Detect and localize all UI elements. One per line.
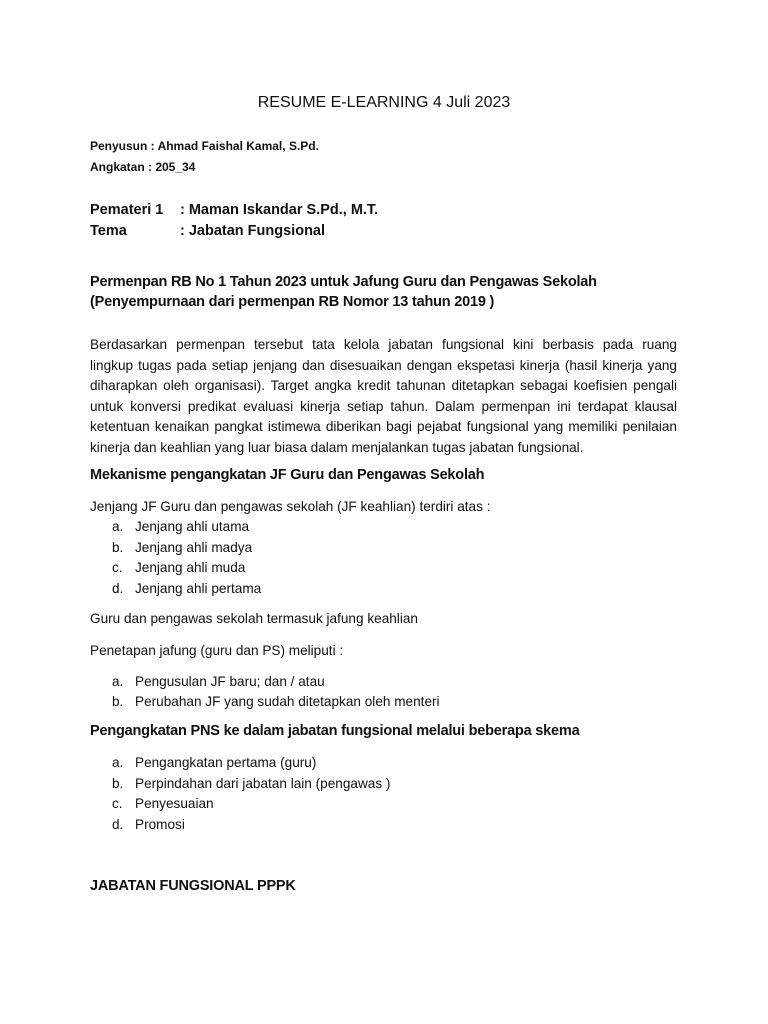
pemateri-label: Pemateri 1 <box>90 202 164 218</box>
heading-pengangkatan: Pengangkatan PNS ke dalam jabatan fungsional melalui beberapa skema <box>90 723 580 739</box>
list-item: Perpindahan dari jabatan lain (pengawas ) <box>135 776 391 791</box>
paragraph-line: Berdasarkan permenpan tersebut tata kelola jabatan fungsional kini berbasis pada ruang <box>90 337 677 352</box>
heading-permenpan: Permenpan RB No 1 Tahun 2023 untuk Jafung Guru dan Pengawas Sekolah <box>90 274 597 290</box>
list-item: Jenjang ahli pertama <box>135 581 262 596</box>
jenjang-intro: Jenjang JF Guru dan pengawas sekolah (JF keahlian) terdiri atas : <box>90 499 491 514</box>
list-item-label: a. <box>112 755 124 770</box>
list-item: Promosi <box>135 817 185 832</box>
paragraph-line: untuk konversi predikat evaluasi kinerja setiap tahun. Dalam permenpan ini terdapat klausal <box>90 398 677 414</box>
list-item: Perubahan JF yang sudah ditetapkan oleh menteri <box>135 694 440 709</box>
summary-paragraph <box>90 335 677 458</box>
list-item-label: d. <box>112 817 124 832</box>
list-item-label: c. <box>112 560 123 575</box>
list-item-label: c. <box>112 796 123 811</box>
penetapan-intro: Penetapan jafung (guru dan PS) meliputi : <box>90 643 344 658</box>
penyusun-line: Penyusun : Ahmad Faishal Kamal, S.Pd. <box>90 139 319 153</box>
list-item: Jenjang ahli madya <box>135 540 253 555</box>
list-item-label: d. <box>112 581 124 596</box>
list-item: Penyesuaian <box>135 796 214 811</box>
list-item: Pengusulan JF baru; dan / atau <box>135 674 325 689</box>
list-item-label: a. <box>112 519 124 534</box>
list-item: Jenjang ahli utama <box>135 519 250 534</box>
list-item-label: b. <box>112 776 124 791</box>
heading-permenpan-sub: (Penyempurnaan dari permenpan RB Nomor 13 tahun 2019 ) <box>90 294 495 310</box>
list-item: Jenjang ahli muda <box>135 560 246 575</box>
list-item-label: a. <box>112 674 124 689</box>
list-item-label: b. <box>112 694 124 709</box>
list-item-label: b. <box>112 540 124 555</box>
heading-mekanisme: Mekanisme pengangkatan JF Guru dan Pengawas Sekolah <box>90 467 485 483</box>
heading-pppk: JABATAN FUNGSIONAL PPPK <box>90 878 296 894</box>
list-item: Pengangkatan pertama (guru) <box>135 755 317 770</box>
paragraph-line: diharapkan oleh organisasi). Target angka kredit tahunan ditetapkan sebagai koefisien pengali <box>90 378 677 393</box>
pemateri-value: : Maman Iskandar S.Pd., M.T. <box>180 202 379 218</box>
paragraph-line: kinerja dan keahlian yang luar biasa dalam menjalankan tugas jabatan fungsional. <box>90 439 584 455</box>
tema-value: : Jabatan Fungsional <box>180 223 326 239</box>
paragraph-line: lingkup tugas pada setiap jenjang dan disesuaikan dengan ekspetasi kinerja (hasil kinerja yang <box>90 357 677 373</box>
paragraph-line: ketentuan kenaikan pangkat istimewa diberikan bagi pejabat fungsional yang memiliki penilaian <box>90 419 677 434</box>
tema-label: Tema <box>90 223 127 239</box>
document-title: RESUME E-LEARNING 4 Juli 2023 <box>257 94 511 111</box>
guru-text: Guru dan pengawas sekolah termasuk jafung keahlian <box>90 611 418 626</box>
angkatan-line: Angkatan : 205_34 <box>90 160 196 174</box>
